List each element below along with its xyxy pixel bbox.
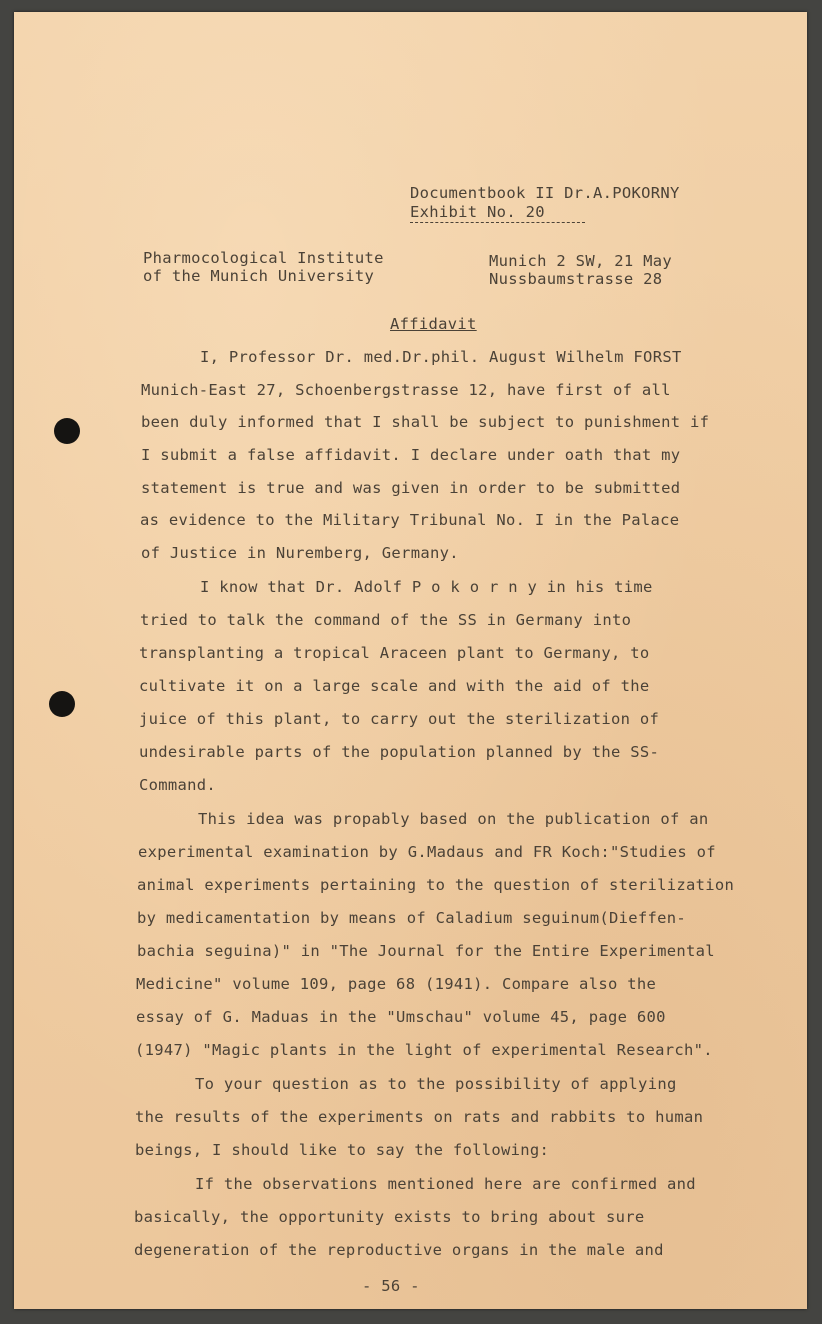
- body-line: transplanting a tropical Araceen plant to Germany, to: [139, 644, 650, 662]
- punch-hole: [54, 418, 80, 444]
- documentbook-line: Documentbook II Dr.A.POKORNY: [410, 184, 680, 202]
- body-line: beings, I should like to say the following:: [135, 1141, 550, 1159]
- body-line: animal experiments pertaining to the question of sterilization: [137, 876, 735, 894]
- body-line: Command.: [139, 776, 217, 794]
- body-line: undesirable parts of the population planned by the SS-: [139, 743, 660, 761]
- body-line: I submit a false affidavit. I declare under oath that my: [141, 446, 681, 464]
- document-header: [410, 184, 680, 222]
- body-line: statement is true and was given in order to be submitted: [141, 479, 681, 497]
- place-date-block: [489, 252, 672, 288]
- body-line: experimental examination by G.Madaus and FR Koch:"Studies of: [138, 843, 716, 861]
- page-number: - 56 -: [362, 1277, 420, 1295]
- body-line: juice of this plant, to carry out the sterilization of: [139, 710, 660, 728]
- exhibit-line: [410, 203, 680, 222]
- document-title: Affidavit: [390, 315, 477, 333]
- body-line: cultivate it on a large scale and with the aid of the: [139, 677, 650, 695]
- body-line: the results of the experiments on rats and rabbits to human: [135, 1108, 704, 1126]
- body-line: been duly informed that I shall be subject to punishment if: [141, 413, 710, 431]
- body-line: (1947) "Magic plants in the light of experimental Research".: [135, 1041, 713, 1059]
- place-date-line: Munich 2 SW, 21 May: [489, 252, 673, 270]
- body-line: I know that Dr. Adolf P o k o r n y in his time: [200, 578, 653, 596]
- exhibit-number: Exhibit No. 20: [410, 203, 585, 223]
- address-line: Nussbaumstrasse 28: [489, 270, 663, 288]
- body-line: Munich-East 27, Schoenbergstrasse 12, have first of all: [141, 381, 671, 399]
- body-line: If the observations mentioned here are confirmed and: [195, 1175, 696, 1193]
- punch-hole: [49, 691, 75, 717]
- body-line: Medicine" volume 109, page 68 (1941). Compare also the: [136, 975, 657, 993]
- body-line: This idea was propably based on the publication of an: [198, 810, 709, 828]
- body-line: of Justice in Nuremberg, Germany.: [141, 544, 459, 562]
- body-line: as evidence to the Military Tribunal No. I in the Palace: [140, 511, 680, 529]
- body-line: I, Professor Dr. med.Dr.phil. August Wilhelm FORST: [200, 348, 682, 366]
- institute-block: [143, 249, 384, 285]
- body-line: To your question as to the possibility of applying: [195, 1075, 677, 1093]
- institute-line: of the Munich University: [143, 267, 375, 285]
- body-line: bachia seguina)" in "The Journal for the Entire Experimental: [137, 942, 715, 960]
- body-line: basically, the opportunity exists to bring about sure: [134, 1208, 645, 1226]
- institute-line: Pharmocological Institute: [143, 249, 384, 267]
- body-line: by medicamentation by means of Caladium seguinum(Dieffen-: [137, 909, 687, 927]
- body-line: tried to talk the command of the SS in Germany into: [140, 611, 632, 629]
- body-line: essay of G. Maduas in the "Umschau" volume 45, page 600: [136, 1008, 666, 1026]
- body-line: degeneration of the reproductive organs in the male and: [134, 1241, 664, 1259]
